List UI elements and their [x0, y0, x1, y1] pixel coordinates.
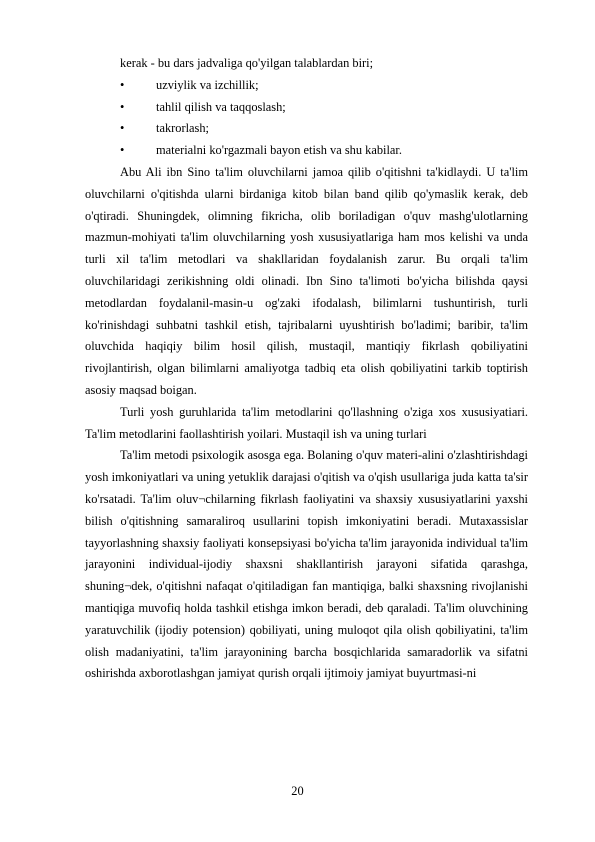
- bullet-text: uzviylik va izchillik;: [156, 77, 259, 92]
- page-body: [85, 53, 528, 685]
- paragraph-psychological-basis: Ta'lim metodi psixologik asosga ega. Bolaning o'quv materi-alini o'zlashtirishdagi yosh imkoniyatlari va uning yetuklik darajasi o'qitish va o'qish usullariga juda katta ta'sir ko'rsatadi. Ta'lim oluv¬chilarning fikrlash faoliyatini va shaxsiy xususiyatlarini yaxshi bilish o'qitishning samaraliroq usullarini topish imkoniyatini beradi. Mutaxassislar tayyorlashning shaxsiy faoliyati konsepsiyasi bo'yicha ta'lim jarayonida individual ta'lim jarayonini individual-ijodiy shaxsni shakllantirish jarayoni sifatida qarashga, shuning¬dek, o'qitishni nafaqat o'qitiladigan fan mantiqiga, balki shaxsning rivojlanishi mantiqiga muvofiq holda tashkil etishga imkon beradi, deb qaraladi. Ta'lim oluvchining yaratuvchilik (ijodiy potension) qobiliyati, uning muloqot qila olish qobiliyatini, ta'lim olish madaniyatini, ta'lim jarayonining barcha bosqichlarida samaradorlik va sifatni oshirishda axborotlashgan jamiyat qurish orqali ijtimoiy jamiyat buyurtmasi-ni: [85, 448, 528, 681]
- bullet-icon: •: [120, 99, 125, 114]
- page-number: 20: [291, 784, 304, 798]
- bullet-item: [85, 140, 528, 162]
- bullet-icon: •: [120, 77, 125, 92]
- bullet-item: [85, 75, 528, 97]
- bullet-item: [85, 97, 528, 119]
- paragraph-age-groups: Turli yosh guruhlarida ta'lim metodlarini qo'llashning o'ziga xos xususiyatiari. Ta'lim metodlarini faollashtirish yoilari. Mustaqil ish va uning turlari: [85, 404, 528, 441]
- bullet-text: tahlil qilish va taqqoslash;: [156, 99, 286, 114]
- bullet-icon: •: [120, 143, 125, 158]
- bullet-text: takrorlash;: [156, 121, 209, 136]
- bullet-item: [85, 118, 528, 140]
- bullet-icon: •: [120, 121, 125, 136]
- paragraph-ibn-sino: Abu Ali ibn Sino ta'lim oluvchilarni jamoa qilib o'qitishni ta'kidlaydi. U ta'lim oluvchilarni o'qitishda ularni birdaniga kitob bilan band qilib qo'ymaslik kerak, deb o'qtiradi. Shuningdek, olimning fikricha, olib boriladigan o'quv mashg'ulotlarning mazmun-mohiyati ta'lim oluvchilarning yosh xususiyatlariga ham mos kelishi va unda turli xil ta'lim metodlari va shakllaridan foydalanish zarur. Bu orqali ta'lim oluvchilaridagi zerikishning oldi olinadi. Ibn Sino ta'limoti bo'yicha bilishda qaysi metodlardan foydalanil-masin-u og'zaki ifodalash, bilimlarni tushuntirish, turli ko'rinishdagi suhbatni tashkil etish, tajribalarni uyushtirish bo'ladimi; baribir, ta'lim oluvchida haqiqiy bilim hosil qilish, mustaqil, mantiqiy fikrlash qobiliyatini rivojlantirish, olgan bilimlarni amaliyotga tadbiq eta olish qobiliyatini tarkib toptirish asosiy maqsad boigan.: [85, 164, 528, 397]
- bullet-text: materialni ko'rgazmali bayon etish va shu kabilar.: [156, 143, 402, 158]
- intro-line: kerak - bu dars jadvaliga qo'yilgan talablardan biri;: [120, 56, 374, 70]
